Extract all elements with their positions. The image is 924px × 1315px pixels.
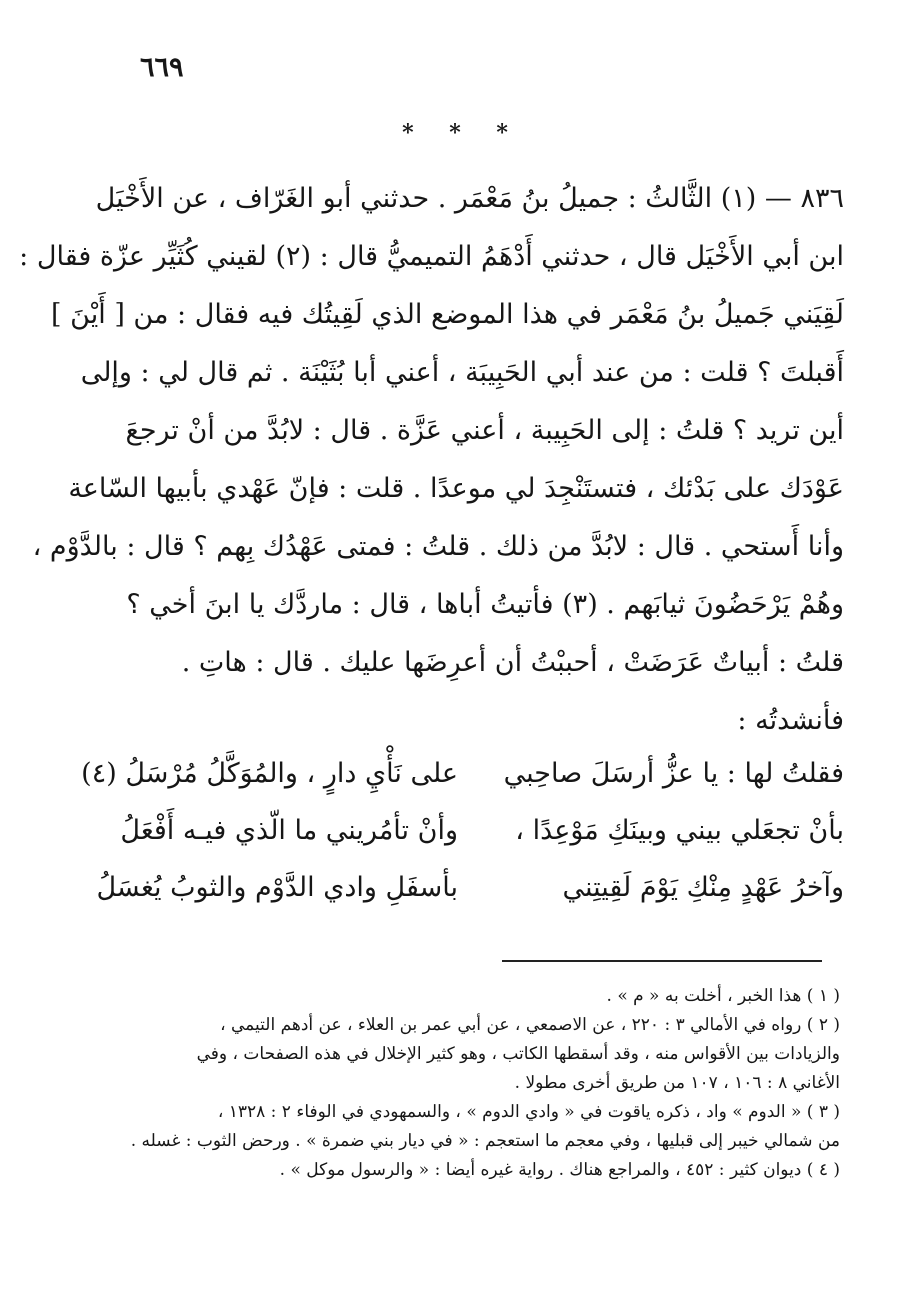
prose-line: وأنا أَستحي . قال : لابُدَّ من ذلك . قلتُ : فمتى عَهْدُك بِهم ؟ قال : بالدَّوْم ،	[32, 531, 844, 562]
prose-line: فأنشدتُه :	[737, 705, 844, 736]
footnote-line: ( ١ ) هذا الخبر ، أخلت به « م » .	[606, 986, 840, 1006]
footnote-divider	[502, 960, 822, 962]
prose-line: ابن أبي الأَخْيَل قال ، حدثني أَدْهَمُ التميميُّ قال : (٢) لقيني كُثَيِّر عزّة فقال :	[19, 241, 844, 272]
section-separator: * * *	[402, 120, 522, 146]
prose-line: أَقبلتَ ؟ قلت : من عند أبي الحَبِيبَة ، أعني أبا بُثَيْنَة . ثم قال لي : وإلى	[80, 357, 844, 388]
verse-first-hemistich: فقلتُ لها : يا عزُّ أرسَلَ صاحِبي	[503, 758, 844, 789]
footnotes	[110, 982, 840, 1185]
verse-second-hemistich: وأنْ تأمُريني ما الّذي فيـه أَفْعَلُ	[120, 815, 458, 846]
prose-line: ٨٣٦ — (١) الثَّالثُ : جميلُ بنُ مَعْمَر . حدثني أبو الغَرّاف ، عن الأَخْيَل	[95, 183, 844, 214]
footnote-line: ( ٤ ) ديوان كثير : ٤٥٢ ، والمراجع هناك . رواية غيره أيضا : « والرسول موكل » .	[279, 1160, 840, 1180]
page-number: ٦٦٩	[140, 52, 184, 83]
verse-first-hemistich: وآخرُ عَهْدٍ مِنْكِ يَوْمَ لَقِيتِني	[562, 872, 844, 903]
poem-verse	[120, 802, 844, 859]
footnote-line: الأغاني ٨ : ١٠٦ ، ١٠٧ من طريق أخرى مطولا .	[514, 1073, 840, 1093]
footnote-line: من شمالي خيبر إلى قبليها ، وفي معجم ما استعجم : « في ديار بني ضمرة » . ورحض الثوب : غسله .	[130, 1131, 840, 1151]
verse-second-hemistich: بأسفَلِ وادي الدَّوْم والثوبُ يُغسَلُ	[96, 872, 458, 903]
prose-paragraph	[19, 170, 844, 750]
footnote-line: ( ٢ ) رواه في الأمالي ٣ : ٢٢٠ ، عن الاصمعي ، عن أبي عمر بن العلاء ، عن أدهم التيمي ،	[220, 1015, 840, 1035]
prose-line: قلتُ : أبياتٌ عَرَضَتْ ، أحببْتُ أن أعرِضَها عليك . قال : هاتِ .	[181, 647, 844, 678]
poem-verse	[81, 745, 844, 802]
footnote-line: والزيادات بين الأقواس منه ، وقد أسقطها الكاتب ، وهو كثير الإخلال في هذه الصفحات ، وفي	[196, 1044, 840, 1064]
footnote-line: ( ٣ ) « الدوم » واد ، ذكره ياقوت في « وادي الدوم » ، والسمهودي في الوفاء ٢ : ١٣٢٨ ،	[217, 1102, 840, 1122]
prose-line: عَوْدَك على بَدْئك ، فتستَنْجِدَ لي موعدًا . قلت : فإنّ عَهْدي بأبيها السّاعة	[68, 473, 844, 504]
prose-line: وهُمْ يَرْحَضُونَ ثيابَهم . (٣) فأتيتُ أباها ، قال : ماردَّك يا ابنَ أخي ؟	[126, 589, 844, 620]
prose-line: أين تريد ؟ قلتُ : إلى الحَبِيبة ، أعني عَزَّة . قال : لابُدَّ من أنْ ترجعَ	[125, 415, 844, 446]
verse-second-hemistich: على نَأْيِ دارٍ ، والمُوَكَّلُ مُرْسَلُ (٤)	[81, 758, 458, 789]
poem-verse	[96, 859, 844, 916]
verse-first-hemistich: بأنْ تجعَلي بيني وبينَكِ مَوْعِدًا ،	[515, 815, 844, 846]
poem-block	[81, 745, 844, 916]
prose-line: لَقِيَني جَميلُ بنُ مَعْمَر في هذا الموضع الذي لَقِيتُك فيه فقال : من [ أَيْنَ ]	[51, 299, 844, 330]
